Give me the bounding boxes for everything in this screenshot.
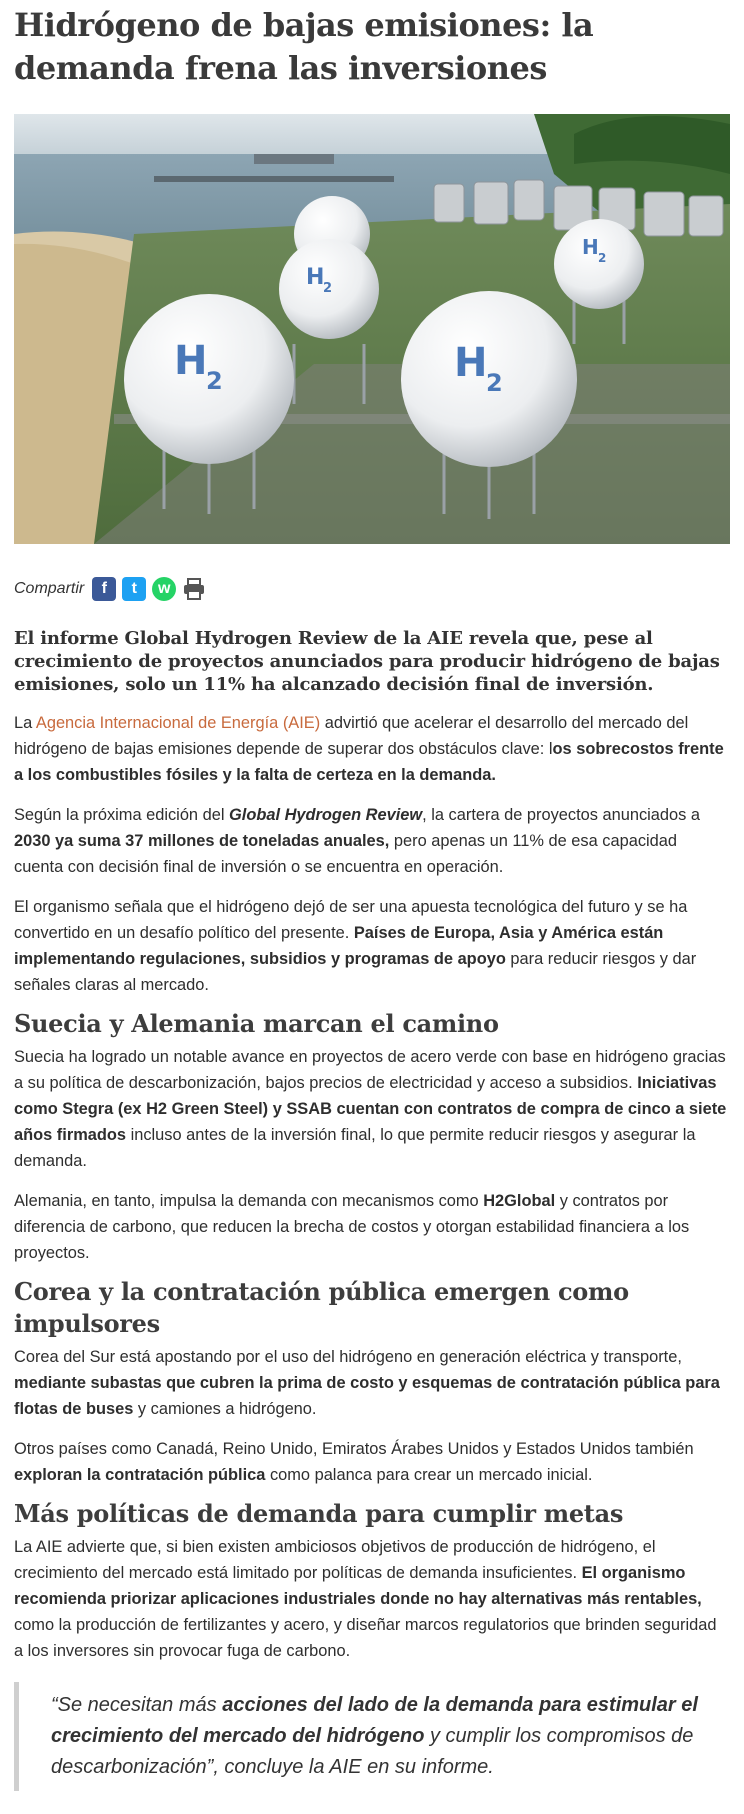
text: incluso antes de la inversión final, lo que permite reducir riesgos y asegurar la demanda. [14,1126,696,1170]
bold-text: exploran la contratación pública [14,1466,266,1484]
bold-text: mediante subastas que cubren la prima de costo y esquemas de contratación pública para flotas de buses [14,1374,720,1418]
svg-text:2: 2 [486,369,503,397]
paragraph-8 [14,1534,730,1664]
bold-text: os sobrecostos frente a los combustibles fósiles y la falta de certeza en la demanda. [14,740,724,784]
text: como palanca para crear un mercado inicial. [265,1466,593,1484]
text: para reducir riesgos y dar señales claras al mercado. [14,950,697,994]
text: El organismo señala que el hidrógeno dejó de ser una apuesta tecnológica del futuro y se ha convertido en un desafío político del presente. [14,898,688,942]
paragraph-4 [14,1044,730,1174]
twitter-glyph: t [131,580,137,597]
article-title: Hidrógeno de bajas emisiones: la demanda frena las inversiones [14,6,594,87]
share-bar [14,574,730,604]
print-icon[interactable] [182,577,206,601]
closing-quote [14,1682,730,1791]
hero-image [14,114,730,544]
subheading-suecia: Suecia y Alemania marcan el camino [14,1009,499,1038]
paragraph-3 [14,894,730,998]
text: Alemania, en tanto, impulsa la demanda con mecanismos como [14,1192,484,1210]
subheading-corea: Corea y la contratación pública emergen como impulsores [14,1277,629,1338]
whatsapp-glyph: w [158,580,171,597]
text: La AIE advierte que, si bien existen ambiciosos objetivos de producción de hidrógeno, el crecimiento del mercado está limitado por políticas de demanda insuficientes. [14,1538,656,1582]
text: Otros países como Canadá, Reino Unido, Emiratos Árabes Unidos y Estados Unidos también [14,1440,694,1458]
text: y contratos por diferencia de carbono, que reducen la brecha de costos y otorgan estabilidad financiera a los proyectos. [14,1192,690,1262]
printer-icon [182,577,206,601]
text: advirtió que acelerar el desarrollo del mercado del hidrógeno de bajas emisiones depende de superar dos obstáculos clave: l [14,714,689,758]
text: pero apenas un 11% de esa capacidad cuenta con decisión final de inversión o se encuentra en operación. [14,832,678,876]
text: Corea del Sur está apostando por el uso del hidrógeno en generación eléctrica y transporte, [14,1348,682,1366]
svg-text:2: 2 [206,367,223,395]
bold-text: H2Global [483,1192,556,1210]
paragraph-7 [14,1436,730,1488]
svg-text:H: H [454,340,488,386]
bold-text: 2030 ya suma 37 millones de toneladas anuales, [14,832,390,850]
twitter-icon[interactable] [122,577,146,601]
paragraph-6 [14,1344,730,1422]
facebook-glyph: f [101,580,107,597]
svg-text:2: 2 [598,251,607,265]
text: y camiones a hidrógeno. [133,1400,317,1418]
share-label: Compartir [14,580,85,597]
text: La [14,714,36,732]
bold-text: Países de Europa, Asia y América están implementando regulaciones, subsidios y programas de apoyo [14,924,664,968]
article-lead: El informe Global Hydrogen Review de la AIE revela que, pese al crecimiento de proyectos anunciados para producir hidrógeno de bajas emisiones, solo un 11% ha alcanzado decisión final de inversión. [14,628,720,695]
text: “Se necesitan más [51,1694,223,1716]
text: Suecia ha logrado un notable avance en proyectos de acero verde con base en hidrógeno gracias a su política de descarbonización, bajos precios de electricidad y acceso a subsidios. [14,1048,726,1092]
svg-text:H: H [174,338,208,384]
whatsapp-icon[interactable] [152,577,176,601]
text: Según la próxima edición del [14,806,230,824]
paragraph-1 [14,710,730,788]
facebook-icon[interactable] [92,577,116,601]
hydrogen-tanks-illustration [14,114,730,544]
bold-text: acciones del lado de la demanda para estimular el crecimiento del mercado del hidrógeno [51,1694,698,1747]
text: como la producción de fertilizantes y acero, y diseñar marcos regulatorios que brinden seguridad a los inversores sin provocar fuga de carbono. [14,1616,717,1660]
report-name: Global Hydrogen Review [229,806,423,824]
aie-link[interactable]: Agencia Internacional de Energía (AIE) [35,714,321,732]
paragraph-2 [14,802,730,880]
text: , la cartera de proyectos anunciados a [422,806,701,824]
svg-text:2: 2 [323,281,333,296]
bold-text: El organismo recomienda priorizar aplicaciones industriales donde no hay alternativas más rentables, [14,1564,702,1608]
svg-text:H: H [306,265,325,290]
svg-text:H: H [582,235,599,259]
text: y cumplir los compromisos de descarbonización”, concluye la AIE en su informe. [51,1725,694,1778]
subheading-politicas: Más políticas de demanda para cumplir metas [14,1499,624,1528]
bold-text: Iniciativas como Stegra (ex H2 Green Steel) y SSAB cuentan con contratos de compra de cinco a siete años firmados [14,1074,727,1144]
paragraph-5 [14,1188,730,1266]
